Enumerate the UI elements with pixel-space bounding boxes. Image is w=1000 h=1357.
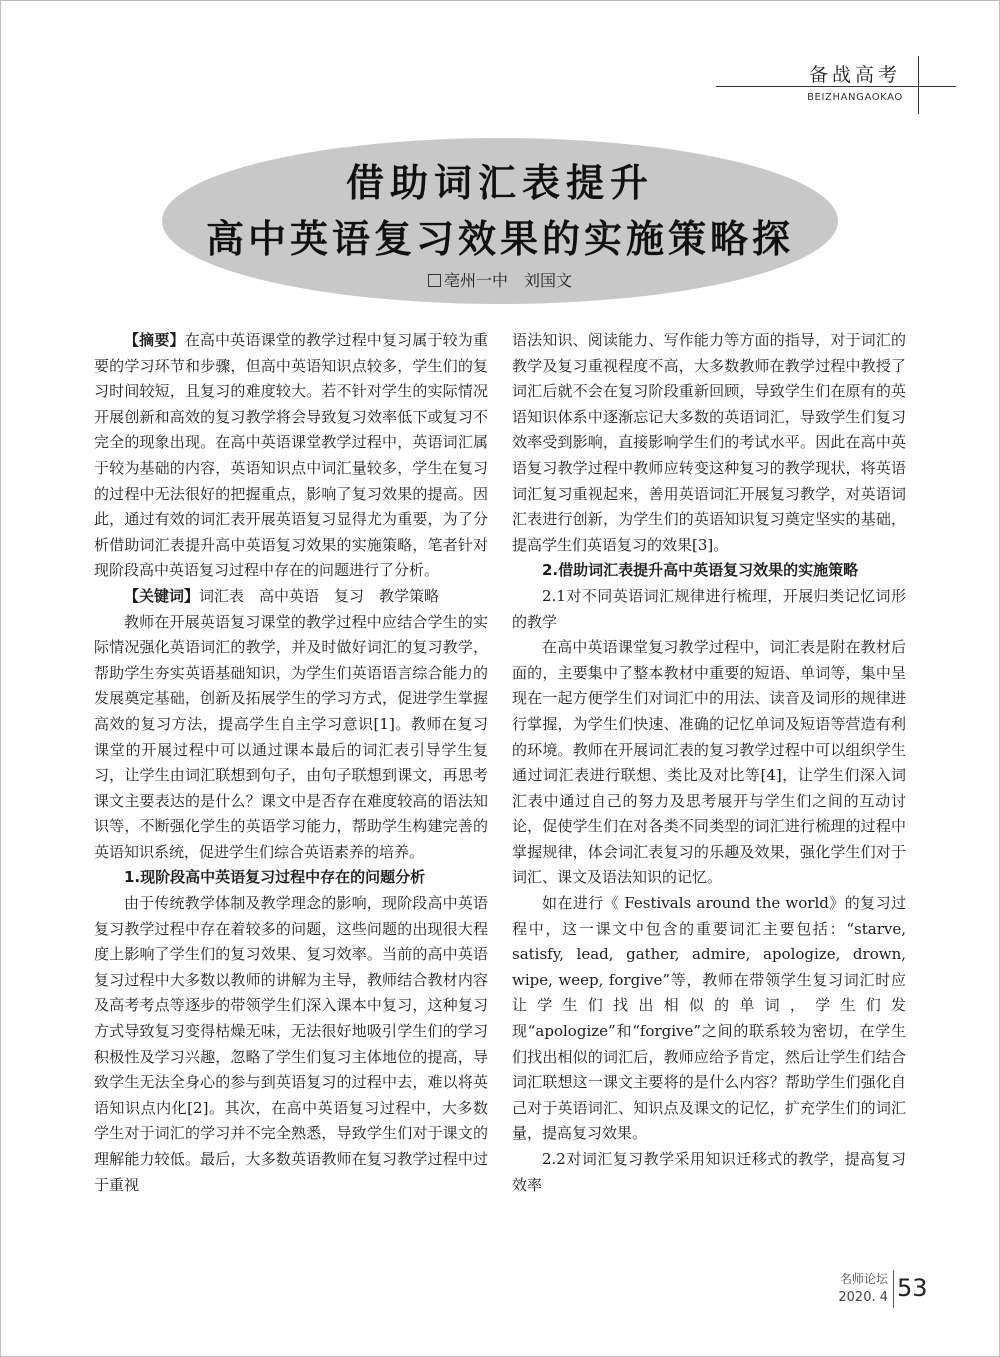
intro-paragraph: 教师在开展英语复习课堂的教学过程中应结合学生的实际情况强化英语词汇的教学，并及时做好词汇的复习教学，帮助学生夯实英语基础知识，为学生们英语语言综合能力的发展奠定基础，创新及拓展学生的学习方式，促进学生掌握高效的复习方法，提高学生自主学习意识[1]。教师在复习课堂的开展过程中可以通过课本最后的词汇表引导学生复习，让学生由词汇联想到句子，由句子联想到课文，再思考课文主要表达的是什么？课文中是否存在难度较高的语法知识等，不断强化学生的英语学习能力，帮助学生构建完善的英语知识系统，促进学生们综合英语素养的培养。 bbox=[94, 612, 488, 861]
abstract-paragraph bbox=[94, 328, 488, 584]
keywords-text: 词汇表 高中英语 复习 教学策略 bbox=[199, 586, 440, 605]
header-divider bbox=[716, 86, 956, 87]
article-title-line-2: 高中英语复习效果的实施策略探 bbox=[205, 217, 794, 261]
subsection-2-1-paragraph-2: 如在进行《 Festivals around the world》的复习过程中，这一课文中包含的重要词汇主要包括：“starve, satisfy, lead, gather, admire, apologize, drown, wipe, weep, forgive”等，教师在带领学生复习词汇时应让学生们找出相似的单词，学生们发现“apologize”和“forgive”之间的联系较为密切，在学生们找出相似的词汇后，教师应给予肯定，然后让学生们结合词汇联想这一课文主要将的是什么内容？帮助学生们强化自己对于英语词汇、知识点及课文的记忆，扩充学生们的词汇量，提高复习效果。 bbox=[512, 894, 906, 1143]
subsection-2-1-paragraph-1: 在高中英语课堂复习教学过程中，词汇表是附在教材后面的，主要集中了整本教材中重要的短语、单词等，集中呈现在一起方便学生们对词汇中的用法、读音及词形的规律进行掌握，为学生们快速、准确的记忆单词及短语等营造有利的环境。教师在开展词汇表的复习教学过程中可以组织学生通过词汇表进行联想、类比及对比等[4]，让学生们深入词汇表中通过自己的努力及思考展开与学生们之间的互动讨论，促使学生们在对各类不同类型的词汇进行梳理的过程中掌握规律，体会词汇表复习的乐趣及效果，强化学生们对于词汇、课文及语法知识的记忆。 bbox=[512, 638, 906, 887]
section-1-continuation: 语法知识、阅读能力、写作能力等方面的指导，对于词汇的教学及复习重视程度不高，大多数教师在教学过程中教授了词汇后就不会在复习阶段重新回顾，导致学生们在原有的英语知识体系中逐渐忘记大多数的英语词汇，导致学生们复习效率受到影响，直接影响学生们的考试水平。因此在高中英语复习教学过程中教师应转变这种复习的教学现状，将英语词汇复习重视起来，善用英语词汇开展复习教学，对英语词汇表进行创新，为学生们的英语知识复习奠定坚实的基础，提高学生们英语复习的效果[3]。 bbox=[512, 331, 906, 554]
header-vertical-rule bbox=[918, 56, 919, 114]
article-title-line-1: 借助词汇表提升 bbox=[345, 161, 654, 205]
right-column bbox=[512, 328, 906, 1198]
section-1-paragraph: 由于传统教学体制及教学理念的影响，现阶段高中英语复习教学过程中存在着较多的问题，这些问题的出现很大程度上影响了学生们的复习效果、复习效率。当前的高中英语复习过程中大多数以教师的讲解为主导，教师结合教材内容及高考考点等逐步的带领学生们深入课本中复习，这种复习方式导致复习变得枯燥无味，无法很好地吸引学生们的学习积极性及学习兴趣，忽略了学生们复习主体地位的提高，导致学生无法全身心的参与到英语复习的过程中去，难以将英语知识点内化[2]。其次，在高中英语复习过程中，大多数学生对于词汇的学习并不完全熟悉，导致学生们对于课文的理解能力较低。最后，大多数英语教师在复习教学过程中过于重视 bbox=[94, 894, 488, 1194]
abstract-label: 【摘要】 bbox=[124, 331, 185, 349]
footer-vertical-rule bbox=[893, 1270, 894, 1308]
left-column bbox=[94, 328, 488, 1198]
square-bullet-icon bbox=[428, 274, 441, 287]
abstract-text: 在高中英语课堂的教学过程中复习属于较为重要的学习环节和步骤，但高中英语知识点较多，学生们的复习时间较短，且复习的难度较大。若不针对学生的实际情况开展创新和高效的复习教学将会导致复习效率低下或复习不完全的现象出现。在高中英语课堂教学过程中，英语词汇属于较为基础的内容，英语知识点中词汇量较多，学生在复习的过程中无法很好的把握重点，影响了复习效果的提高。因此，通过有效的词汇表开展英语复习显得尤为重要，为了分析借助词汇表提升高中英语复习效果的实施策略，笔者针对现阶段高中英语复习过程中存在的问题进行了分析。 bbox=[94, 331, 488, 580]
subsection-2-1-heading: 2.1对不同英语词汇规律进行梳理，开展归类记忆词形的教学 bbox=[512, 586, 906, 631]
author-line bbox=[0, 268, 1000, 291]
section-2-heading: 2.借助词汇表提升高中英语复习效果的实施策略 bbox=[542, 561, 859, 580]
journal-name: 名师论坛 bbox=[839, 1272, 888, 1286]
page-number: 53 bbox=[897, 1274, 928, 1302]
issue-date: 2020. 4 bbox=[838, 1290, 888, 1305]
author: 亳州一中 刘国文 bbox=[443, 271, 572, 290]
keywords-paragraph bbox=[94, 584, 488, 610]
section-pinyin: BEIZHANGAOKAO bbox=[807, 92, 903, 103]
section-1-heading: 1.现阶段高中英语复习过程中存在的问题分析 bbox=[124, 868, 426, 887]
subsection-2-2-heading: 2.2对词汇复习教学采用知识迁移式的教学，提高复习效率 bbox=[512, 1150, 906, 1194]
keywords-label: 【关键词】 bbox=[124, 586, 200, 605]
section-title: 备战高考 bbox=[808, 64, 901, 86]
